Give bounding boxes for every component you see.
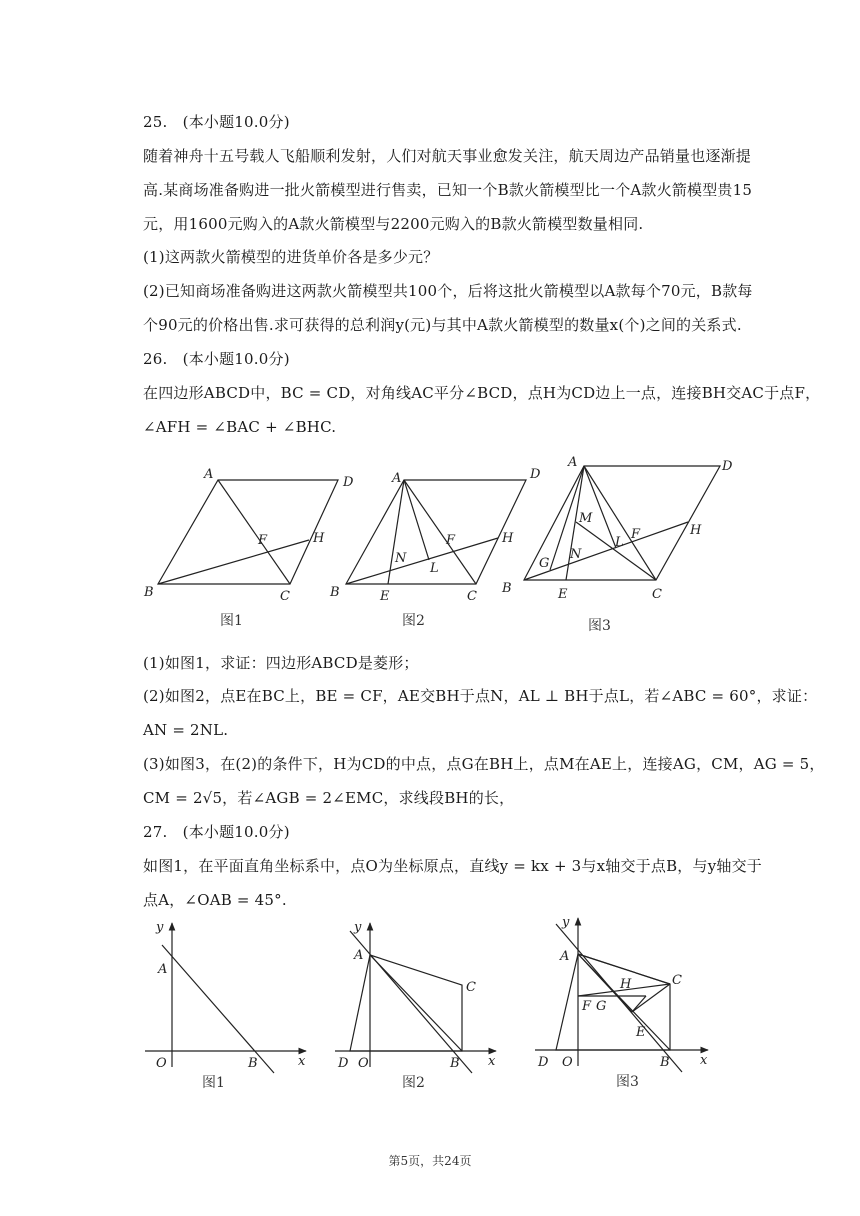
q26-line-1: 在四边形ABCD中，BC = CD，对角线AC平分∠BCD，点H为CD边上一点，连接BH交AC于点F， — [143, 384, 821, 402]
q27-line-2: 点A，∠OAB = 45°. — [143, 891, 287, 909]
q26-figure-3 — [500, 450, 750, 640]
q25-part-2: (2)已知商场准备购进这两款火箭模型共100个，后将这批火箭模型以A款每个70元，B款每 — [143, 282, 753, 300]
g3-label-o: O — [562, 1055, 573, 1070]
q25-header: 25. (本小题10.0分) — [143, 113, 290, 131]
fig1-label-a: A — [204, 467, 214, 482]
fig1-label-b: B — [144, 585, 154, 600]
g3-label-c: C — [672, 973, 682, 988]
g1-caption: 图1 — [202, 1075, 225, 1091]
q26-part-2-cont: AN = 2NL. — [143, 721, 229, 739]
g3-label-y: y — [562, 915, 570, 930]
g2-label-o: O — [358, 1056, 369, 1071]
fig3-label-d: D — [722, 459, 733, 474]
g3-label-e: E — [636, 1025, 646, 1040]
g2-label-a: A — [354, 948, 364, 963]
q26-part-3-cont: CM = 2√5，若∠AGB = 2∠EMC，求线段BH的长， — [143, 789, 515, 807]
fig1-label-d: D — [343, 475, 354, 490]
g3-label-a: A — [560, 949, 570, 964]
page-footer: 第5页，共24页 — [388, 1154, 472, 1168]
g2-label-d: D — [338, 1056, 349, 1071]
g3-label-h: H — [620, 977, 632, 992]
q26-part-1: (1)如图1，求证：四边形ABCD是菱形； — [143, 654, 419, 672]
fig3-caption: 图3 — [588, 618, 611, 634]
g2-label-x: x — [488, 1054, 496, 1069]
fig1-label-c: C — [280, 589, 290, 604]
q27-figure-1 — [140, 915, 320, 1091]
fig3-label-m: M — [579, 511, 593, 526]
q25-part-1: (1)这两款火箭模型的进货单价各是多少元？ — [143, 248, 439, 266]
q25-line-2: 高.某商场准备购进一批火箭模型进行售卖，已知一个B款火箭模型比一个A款火箭模型贵15 — [143, 181, 753, 199]
g2-label-c: C — [466, 980, 476, 995]
q25-line-3: 元，用1600元购入的A款火箭模型与2200元购入的B款火箭模型数量相同. — [143, 215, 644, 233]
q26-line-2: ∠AFH = ∠BAC + ∠BHC. — [143, 418, 337, 436]
fig2-label-f: F — [446, 533, 456, 548]
q27-figure-3 — [530, 910, 720, 1090]
fig3-label-g: G — [539, 556, 550, 571]
fig3-label-a: A — [568, 455, 578, 470]
q26-part-2: (2)如图2，点E在BC上，BE = CF，AE交BH于点N，AL ⊥ BH于点L，若∠ABC = 60°，求证： — [143, 687, 818, 705]
fig3-label-f: F — [631, 527, 641, 542]
fig3-label-n: N — [570, 547, 582, 562]
fig2-caption: 图2 — [402, 613, 425, 629]
g1-label-b: B — [248, 1056, 258, 1071]
q26-part-3: (3)如图3，在(2)的条件下，H为CD的中点，点G在BH上，点M在AE上，连接AG，CM，AG = 5， — [143, 755, 825, 773]
fig2-label-n: N — [395, 551, 407, 566]
g2-label-y: y — [354, 920, 362, 935]
g3-label-b: B — [660, 1055, 670, 1070]
g3-label-f: F — [582, 999, 592, 1014]
fig3-label-b: B — [502, 581, 512, 596]
fig2-label-a: A — [392, 471, 402, 486]
q27-line-1: 如图1，在平面直角坐标系中，点O为坐标原点，直线y = kx + 3与x轴交于点B，与y轴交于 — [143, 857, 762, 875]
fig1-label-f: F — [258, 533, 268, 548]
q27-header: 27. (本小题10.0分) — [143, 823, 290, 841]
g1-label-a: A — [158, 962, 168, 977]
fig1-caption: 图1 — [220, 613, 243, 629]
fig2-label-d: D — [530, 467, 541, 482]
q25-part-2-cont: 个90元的价格出售.求可获得的总利润y(元)与其中A款火箭模型的数量x(个)之间的关系式. — [143, 316, 742, 334]
g1-label-x: x — [298, 1054, 306, 1069]
q25-line-1: 随着神舟十五号载人飞船顺利发射，人们对航天事业愈发关注，航天周边产品销量也逐渐提 — [143, 147, 752, 165]
fig2-label-h: H — [502, 531, 514, 546]
g2-label-b: B — [450, 1056, 460, 1071]
g1-label-y: y — [156, 920, 164, 935]
fig3-label-l: L — [615, 535, 624, 550]
fig3-label-c: C — [652, 587, 662, 602]
fig3-label-h: H — [690, 523, 702, 538]
fig2-label-e: E — [380, 589, 390, 604]
fig2-label-c: C — [467, 589, 477, 604]
g1-label-o: O — [156, 1056, 167, 1071]
fig2-label-b: B — [330, 585, 340, 600]
fig2-label-l: L — [430, 561, 439, 576]
q26-header: 26. (本小题10.0分) — [143, 350, 290, 368]
g3-caption: 图3 — [616, 1074, 639, 1090]
fig1-label-h: H — [313, 531, 325, 546]
g3-label-d: D — [538, 1055, 549, 1070]
g3-label-g: G — [596, 999, 607, 1014]
fig3-label-e: E — [558, 587, 568, 602]
g3-label-x: x — [700, 1053, 708, 1068]
q27-figure-2 — [330, 915, 510, 1091]
g2-caption: 图2 — [402, 1075, 425, 1091]
